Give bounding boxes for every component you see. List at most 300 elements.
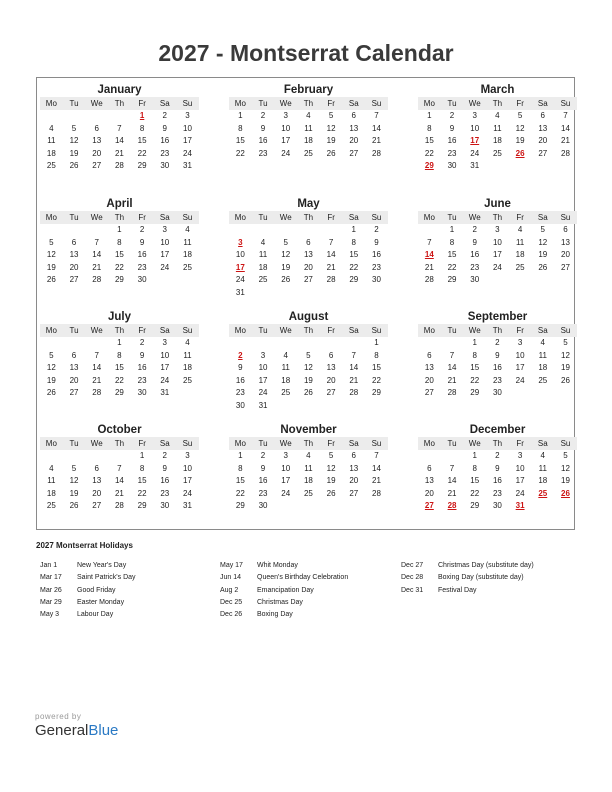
day-cell: 6: [328, 350, 334, 360]
day-cell: 12: [69, 476, 79, 485]
day-cell: 6: [94, 123, 99, 133]
day-cell: 27: [69, 388, 79, 397]
day-cell: 12: [281, 250, 291, 259]
week-row: [418, 387, 577, 400]
day-cell: 2: [162, 451, 167, 460]
weekday-label: Sa: [159, 439, 170, 448]
month-name: June: [484, 198, 511, 210]
week-row: [40, 387, 199, 400]
day-cell: [554, 500, 577, 513]
day-cell: 19: [326, 476, 336, 485]
day-cell: 31: [258, 400, 268, 410]
weekday-label: Mo: [234, 99, 246, 108]
day-cell: 27: [326, 388, 336, 397]
day-cell: 27: [303, 275, 313, 284]
day-cell: [274, 224, 297, 237]
week-row: [418, 249, 577, 262]
weekday-label: We: [279, 99, 292, 108]
weekday-label: Sa: [537, 439, 548, 448]
day-cell: [441, 450, 464, 463]
month-name: September: [467, 311, 528, 323]
day-cell: [63, 110, 86, 123]
day-cell: 2: [449, 111, 455, 120]
day-cell: 12: [46, 250, 56, 259]
weekday-header: [229, 437, 388, 450]
day-cell: 20: [92, 488, 102, 498]
weekday-label: Su: [371, 213, 382, 222]
day-cell: [229, 337, 252, 350]
day-cell: 9: [162, 123, 167, 133]
month-may: [229, 197, 388, 299]
day-cell: 27: [92, 501, 102, 510]
day-cell: 29: [235, 501, 245, 510]
day-cell: [418, 337, 441, 350]
week-row: [229, 224, 388, 237]
week-row: [40, 337, 199, 350]
day-cell: 1: [238, 451, 243, 460]
weekday-label: We: [468, 326, 481, 335]
day-cell: 29: [349, 275, 359, 284]
day-cell: 12: [561, 463, 570, 473]
day-cell: [554, 274, 577, 287]
day-cell: 16: [160, 476, 170, 485]
day-cell: [108, 110, 131, 123]
day-cell: 25: [303, 488, 313, 498]
weekday-label: Sa: [159, 213, 170, 222]
day-cell: 18: [46, 148, 56, 158]
day-cell: 15: [349, 250, 359, 259]
day-cell: 7: [94, 350, 99, 360]
day-cell: 19: [326, 136, 336, 145]
day-cell: [531, 160, 554, 173]
holiday-day-cell: 26: [515, 148, 525, 158]
day-cell: 30: [160, 161, 170, 170]
day-cell: 24: [515, 375, 525, 385]
day-cell: 26: [281, 275, 291, 284]
day-cell: 27: [349, 148, 359, 158]
day-cell: 28: [114, 501, 124, 510]
day-cell: 28: [424, 275, 434, 284]
day-cell: 11: [183, 350, 192, 360]
holiday-item: [220, 597, 348, 609]
week-row: [40, 450, 199, 463]
day-cell: 5: [563, 338, 568, 347]
month-name: May: [297, 198, 320, 210]
day-cell: [486, 274, 509, 287]
day-cell: 21: [92, 375, 102, 385]
weekday-label: Sa: [348, 326, 359, 335]
day-cell: 10: [160, 350, 170, 360]
day-cell: 22: [447, 262, 457, 272]
day-cell: [40, 224, 63, 237]
day-cell: 17: [492, 250, 502, 259]
holiday-day-cell: 2: [238, 350, 243, 360]
week-row: [418, 362, 577, 375]
day-cell: 10: [470, 123, 480, 133]
weekday-label: We: [90, 213, 103, 222]
day-cell: 30: [492, 501, 502, 510]
day-cell: 22: [114, 262, 124, 272]
day-cell: 24: [183, 148, 192, 158]
day-cell: 14: [561, 123, 570, 133]
day-cell: 6: [71, 237, 77, 247]
day-cell: 10: [258, 363, 268, 372]
day-cell: 30: [160, 501, 170, 510]
day-cell: 5: [49, 237, 54, 247]
day-cell: 18: [303, 136, 313, 145]
day-cell: 15: [114, 250, 124, 259]
week-row: [229, 274, 388, 287]
day-cell: 4: [185, 338, 190, 347]
holiday-column: [220, 560, 348, 621]
week-row: [418, 237, 577, 250]
day-cell: 10: [281, 123, 291, 133]
week-row: [418, 274, 577, 287]
day-cell: 2: [472, 225, 477, 234]
day-cell: 3: [517, 338, 523, 347]
calendar-grid: [36, 77, 575, 530]
day-cell: [365, 287, 388, 300]
day-cell: 16: [258, 136, 268, 145]
day-cell: 18: [281, 375, 291, 385]
holiday-day-cell: 17: [235, 262, 245, 272]
weekday-label: Su: [560, 213, 571, 222]
week-row: [40, 274, 199, 287]
day-cell: 5: [540, 225, 545, 234]
month-name: November: [280, 424, 337, 436]
weekday-header: [40, 324, 199, 337]
holiday-day-cell: 27: [424, 501, 434, 510]
weekday-label: Fr: [327, 99, 335, 108]
day-cell: 7: [117, 123, 122, 133]
day-cell: 7: [94, 237, 99, 247]
weekday-label: Th: [492, 326, 503, 335]
day-cell: 25: [46, 501, 56, 510]
month-december: [418, 423, 577, 513]
day-cell: 15: [424, 136, 434, 145]
day-cell: [229, 224, 252, 237]
day-cell: 11: [304, 463, 313, 473]
month-september: [418, 310, 577, 400]
day-cell: 9: [260, 123, 266, 133]
month-march: [418, 83, 577, 173]
day-cell: [554, 387, 577, 400]
day-cell: 10: [235, 250, 245, 259]
weekday-label: Th: [114, 213, 125, 222]
day-cell: [297, 500, 320, 513]
day-cell: 30: [137, 388, 147, 397]
weekday-label: Sa: [159, 326, 170, 335]
weekday-label: Sa: [348, 213, 359, 222]
day-cell: 25: [492, 148, 502, 158]
month-april: [40, 197, 199, 287]
day-cell: 24: [160, 262, 170, 272]
day-cell: 19: [561, 363, 570, 372]
day-cell: 23: [492, 375, 502, 385]
week-row: [418, 500, 577, 513]
day-cell: 8: [351, 237, 356, 247]
day-cell: 5: [283, 237, 288, 247]
weekday-label: Fr: [327, 326, 335, 335]
week-row: [418, 450, 577, 463]
day-cell: 26: [46, 388, 56, 397]
day-cell: [85, 224, 108, 237]
week-row: [229, 387, 388, 400]
day-cell: 29: [114, 275, 124, 284]
day-cell: 26: [46, 275, 56, 284]
day-cell: 15: [470, 476, 480, 485]
day-cell: 18: [492, 136, 502, 145]
day-cell: 18: [538, 476, 548, 485]
weekday-label: Tu: [258, 99, 268, 108]
day-cell: [531, 274, 554, 287]
day-cell: 13: [69, 250, 79, 259]
day-cell: 5: [328, 111, 334, 120]
day-cell: 23: [160, 488, 170, 498]
weekday-label: Mo: [234, 213, 246, 222]
day-cell: [40, 450, 63, 463]
day-cell: 1: [139, 451, 145, 460]
weekday-label: Th: [114, 439, 125, 448]
day-cell: [274, 500, 297, 513]
day-cell: [320, 337, 343, 350]
holiday-name: Christmas Day (substitute day): [438, 562, 534, 569]
day-cell: 27: [561, 262, 570, 272]
holiday-item: [401, 585, 534, 597]
weekday-label: We: [90, 439, 103, 448]
day-cell: 9: [238, 363, 243, 372]
holiday-date: May 17: [220, 562, 243, 569]
day-cell: 13: [424, 363, 434, 372]
day-cell: 4: [540, 338, 545, 347]
day-cell: 11: [493, 123, 502, 133]
holiday-day-cell: 25: [538, 488, 548, 498]
month-name: February: [283, 84, 334, 96]
day-cell: 4: [49, 463, 54, 473]
weekday-label: Th: [492, 439, 503, 448]
day-cell: 21: [372, 476, 381, 485]
day-cell: 29: [470, 501, 480, 510]
day-cell: 16: [470, 250, 480, 259]
weekday-label: Fr: [327, 213, 335, 222]
day-cell: 9: [260, 463, 266, 473]
day-cell: 17: [258, 375, 268, 385]
day-cell: 1: [351, 225, 356, 234]
week-row: [40, 350, 199, 363]
day-cell: 7: [374, 451, 379, 460]
day-cell: 6: [563, 225, 568, 234]
day-cell: 24: [183, 488, 192, 498]
day-cell: 13: [538, 123, 548, 133]
day-cell: 5: [71, 123, 77, 133]
brand-general: General: [35, 722, 89, 739]
month-june: [418, 197, 577, 287]
day-cell: 6: [351, 111, 356, 120]
week-row: [40, 249, 199, 262]
day-cell: 6: [351, 451, 356, 460]
day-cell: 23: [235, 388, 245, 397]
day-cell: 21: [114, 488, 124, 498]
weekday-label: Fr: [138, 326, 146, 335]
day-cell: 6: [427, 350, 432, 360]
week-row: [418, 148, 577, 161]
day-cell: [176, 387, 199, 400]
day-cell: 3: [283, 451, 288, 460]
holiday-date: Mar 29: [40, 598, 62, 606]
holidays-title: 2027 Montserrat Holidays: [36, 541, 133, 550]
day-cell: 8: [238, 463, 243, 473]
holiday-day-cell: 29: [424, 161, 434, 170]
day-cell: [274, 400, 297, 413]
weekday-header: [229, 97, 388, 110]
day-cell: 2: [260, 111, 266, 120]
day-cell: 1: [117, 225, 122, 234]
weekday-label: Su: [182, 326, 193, 335]
day-cell: 10: [492, 237, 502, 247]
holiday-name: Christmas Day: [257, 598, 303, 606]
day-cell: 13: [92, 476, 102, 485]
week-row: [418, 110, 577, 123]
day-cell: 27: [349, 488, 359, 498]
day-cell: 3: [495, 225, 500, 234]
weekday-label: Fr: [138, 213, 146, 222]
day-cell: [418, 224, 441, 237]
day-cell: 7: [449, 463, 455, 473]
day-cell: 28: [561, 148, 570, 158]
day-cell: 8: [472, 463, 477, 473]
holiday-item: [401, 572, 534, 584]
holiday-date: Jan 1: [40, 562, 58, 569]
holiday-item: [220, 572, 348, 584]
day-cell: 25: [515, 262, 525, 272]
day-cell: 23: [160, 148, 170, 158]
holiday-day-cell: 1: [139, 111, 145, 120]
day-cell: 17: [160, 363, 170, 372]
day-cell: 15: [137, 136, 147, 145]
week-row: [418, 463, 577, 476]
day-cell: 11: [258, 250, 268, 259]
day-cell: 2: [139, 225, 145, 234]
holiday-name: Good Friday: [77, 586, 116, 594]
weekday-label: Su: [182, 439, 193, 448]
month-october: [40, 423, 199, 513]
day-cell: 22: [137, 488, 147, 498]
day-cell: 5: [328, 451, 334, 460]
holiday-item: [40, 560, 136, 572]
day-cell: 8: [449, 237, 455, 247]
day-cell: 23: [137, 375, 147, 385]
day-cell: 22: [470, 488, 480, 498]
day-cell: 21: [372, 136, 381, 145]
week-row: [229, 400, 388, 413]
day-cell: 24: [281, 148, 291, 158]
day-cell: 31: [160, 388, 170, 397]
day-cell: 2: [139, 338, 145, 347]
day-cell: 8: [472, 350, 477, 360]
day-cell: 21: [92, 262, 102, 272]
week-row: [40, 110, 199, 123]
day-cell: 17: [515, 476, 525, 485]
day-cell: 7: [563, 111, 568, 120]
brand-logo[interactable]: [35, 722, 118, 739]
day-cell: 13: [561, 237, 570, 247]
week-row: [229, 350, 388, 363]
day-cell: 16: [235, 375, 245, 385]
holiday-day-cell: 28: [447, 501, 457, 510]
weekday-label: Tu: [447, 213, 457, 222]
day-cell: [320, 400, 343, 413]
holiday-item: [220, 560, 348, 572]
weekday-label: Sa: [348, 99, 359, 108]
day-cell: 19: [46, 262, 56, 272]
day-cell: [441, 337, 464, 350]
week-row: [229, 500, 388, 513]
day-cell: [297, 224, 320, 237]
day-cell: 16: [160, 136, 170, 145]
day-cell: 20: [326, 375, 336, 385]
holiday-item: [220, 585, 348, 597]
week-row: [418, 375, 577, 388]
day-cell: 12: [326, 123, 336, 133]
weekday-label: Su: [371, 99, 382, 108]
week-row: [229, 475, 388, 488]
day-cell: 23: [492, 488, 502, 498]
day-cell: 14: [92, 363, 102, 372]
day-cell: [297, 400, 320, 413]
weekday-label: Mo: [234, 439, 246, 448]
day-cell: 4: [49, 123, 54, 133]
day-cell: 26: [561, 375, 570, 385]
day-cell: 29: [372, 388, 381, 397]
day-cell: 26: [69, 501, 79, 510]
day-cell: 16: [372, 250, 381, 259]
day-cell: 8: [427, 123, 432, 133]
weekday-label: We: [468, 213, 481, 222]
day-cell: [176, 274, 199, 287]
day-cell: [554, 160, 577, 173]
day-cell: 27: [424, 388, 434, 397]
day-cell: 15: [235, 136, 245, 145]
day-cell: [274, 337, 297, 350]
day-cell: 12: [326, 463, 336, 473]
holiday-name: Boxing Day (substitute day): [438, 574, 524, 582]
weekday-label: Th: [114, 326, 125, 335]
day-cell: 13: [349, 463, 359, 473]
day-cell: 28: [92, 388, 102, 397]
day-cell: 14: [326, 250, 336, 259]
week-row: [229, 375, 388, 388]
day-cell: 14: [349, 363, 359, 372]
day-cell: 18: [183, 250, 192, 259]
page-title: 2027 - Montserrat Calendar: [158, 40, 454, 66]
day-cell: 25: [303, 148, 313, 158]
week-row: [418, 350, 577, 363]
day-cell: 16: [137, 250, 147, 259]
day-cell: 3: [472, 111, 477, 120]
day-cell: 30: [235, 400, 245, 410]
day-cell: 1: [472, 338, 477, 347]
week-row: [40, 488, 199, 501]
weekday-label: Su: [560, 326, 571, 335]
day-cell: 22: [470, 375, 480, 385]
weekday-label: We: [279, 439, 292, 448]
day-cell: 19: [69, 488, 79, 498]
day-cell: 28: [349, 388, 359, 397]
day-cell: 28: [92, 275, 102, 284]
day-cell: 18: [46, 488, 56, 498]
holiday-day-cell: 17: [470, 136, 480, 145]
day-cell: 10: [160, 237, 170, 247]
